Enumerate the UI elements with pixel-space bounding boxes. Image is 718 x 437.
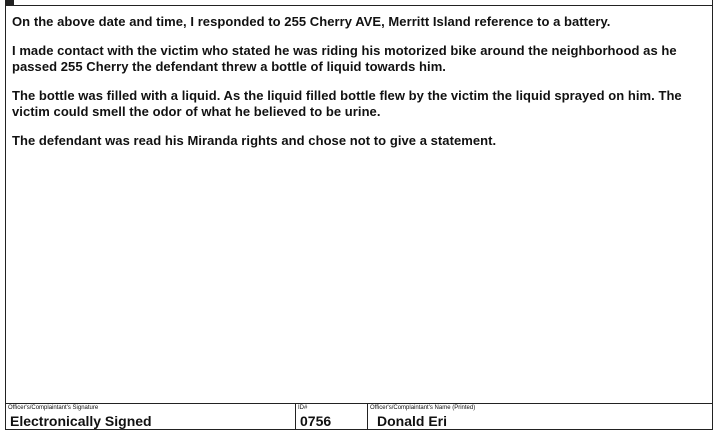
report-form xyxy=(5,0,713,430)
narrative-paragraph-2: I made contact with the victim who stated he was riding his motorized bike around the neighborhood as he passed 255 Cherry the defendant threw a bottle of liquid towards him. xyxy=(12,43,677,74)
id-label: ID# xyxy=(298,405,308,411)
signature-label: Officer's/Complaintant's Signature xyxy=(8,405,99,411)
top-border-rule xyxy=(6,0,712,6)
narrative-paragraph-1: On the above date and time, I responded to 255 Cherry AVE, Merritt Island reference to a battery. xyxy=(12,14,611,29)
top-corner-mark xyxy=(6,0,14,5)
signature-row xyxy=(6,403,712,429)
signature-cell xyxy=(6,404,296,429)
narrative-paragraph-4: The defendant was read his Miranda rights and chose not to give a statement. xyxy=(12,133,497,148)
printed-name-label: Officer's/Complaintant's Name (Printed) xyxy=(370,405,476,411)
printed-name-value: Donald Eri xyxy=(377,413,448,429)
narrative-section xyxy=(12,14,700,162)
printed-name-cell xyxy=(368,404,712,429)
id-cell xyxy=(296,404,368,429)
id-value: 0756 xyxy=(300,413,332,429)
signature-value: Electronically Signed xyxy=(10,413,152,429)
narrative-paragraph-3: The bottle was filled with a liquid. As the liquid filled bottle flew by the victim the liquid sprayed on him. The victim could smell the odor of what he believed to be urine. xyxy=(12,88,682,119)
